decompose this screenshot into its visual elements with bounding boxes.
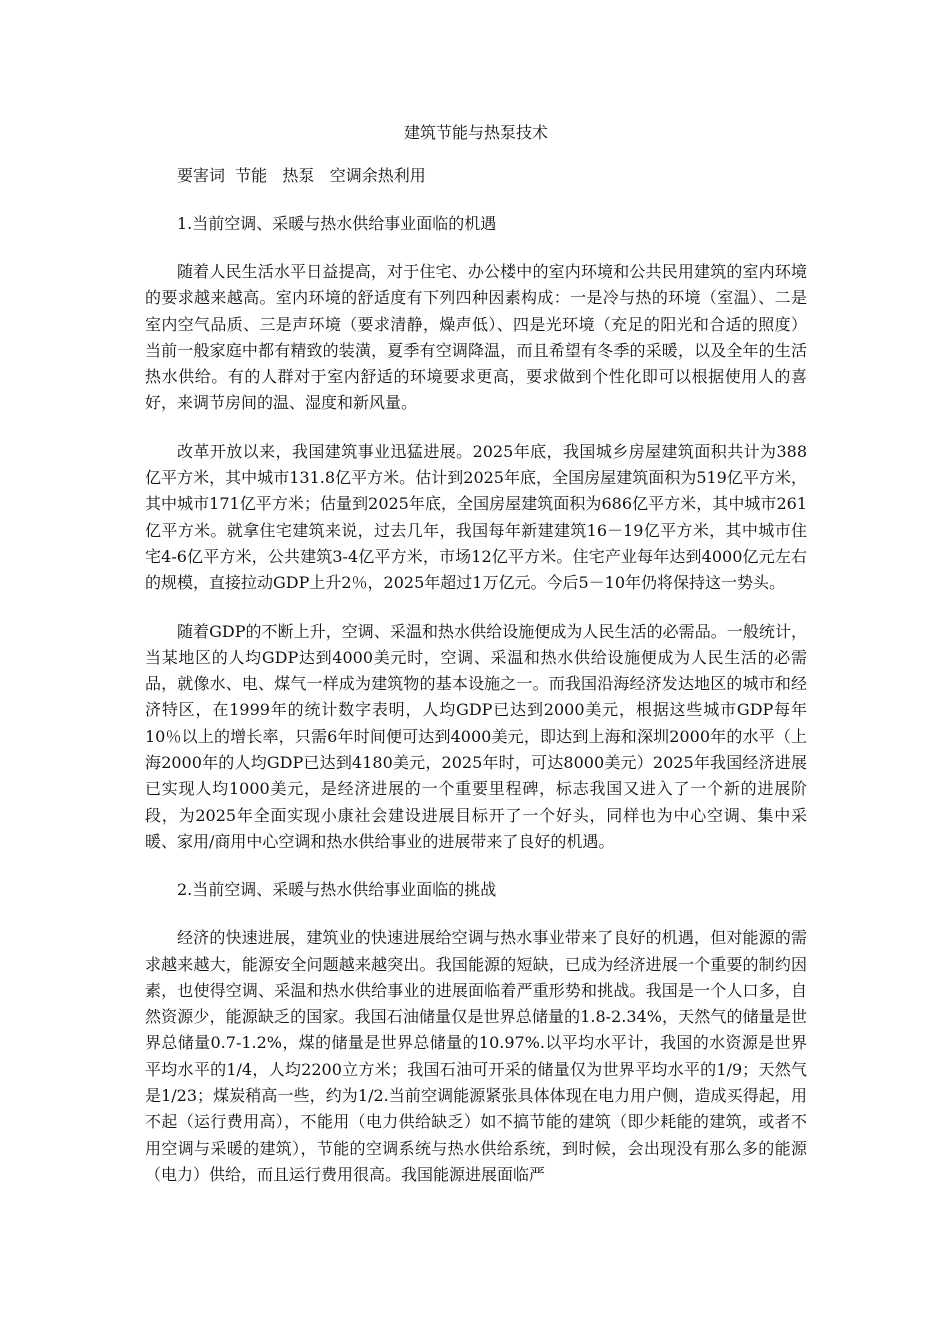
document-page bbox=[145, 120, 807, 1210]
section-2-heading: 2.当前空调、采暖与热水供给事业面临的挑战 bbox=[177, 880, 497, 900]
section-1-paragraph-3: 随着GDP的不断上升，空调、采温和热水供给设施便成为人民生活的必需品。一般统计，当某地区的人均GDP达到4000美元时，空调、采温和热水供给设施便成为人民生活的必需品，就像水、电、煤气一样成为建筑物的基本设施之一。而我国沿海经济发达地区的城市和经济特区，在1999年的统计数字表明，人均GDP已达到2000美元，根据这些城市GDP每年10％以上的增长率，只需6年时间便可达到4000美元，即达到上海和深圳2000年的水平（上海2000年的人均GDP已达到4180美元，2025年时，可达8000美元）2025年我国经济进展已实现人均1000美元，是经济进展的一个重要里程碑，标志我国又进入了一个新的进展阶段，为2025年全面实现小康社会建设进展目标开了一个好头，同样也为中心空调、集中采暖、家用/商用中心空调和热水供给事业的进展带来了良好的机遇。 bbox=[145, 621, 807, 851]
section-2-paragraph-1: 经济的快速进展，建筑业的快速进展给空调与热水事业带来了良好的机遇，但对能源的需求越来越大，能源安全问题越来越突出。我国能源的短缺，已成为经济进展一个重要的制约因素，也使得空调、采温和热水供给事业的进展面临着严重形势和挑战。我国是一个人口多，自然资源少，能源缺乏的国家。我国石油储量仅是世界总储量的1.8-2.34%，天然气的储量是世界总储量0.7-1.2%，煤的储量是世界总储量的10.97%.以平均水平计，我国的水资源是世界平均水平的1/4，人均2200立方米；我国石油可开采的储量仅为世界平均水平的1/9；天然气是1/23；煤炭稍高一些，约为1/2.当前空调能源紧张具体体现在电力用户侧，造成买得起，用不起（运行费用高），不能用（电力供给缺乏）如不搞节能的建筑（即少耗能的建筑，或者不用空调与采暖的建筑），节能的空调系统与热水供给系统，到时候，会出现没有那么多的能源（电力）供给，而且运行费用很高。我国能源进展面临严 bbox=[145, 928, 807, 1184]
keywords-line: 要害词 节能 热泵 空调余热利用 bbox=[177, 166, 426, 185]
section-1-paragraph-2: 改革开放以来，我国建筑事业迅猛进展。2025年底，我国城乡房屋建筑面积共计为388亿平方米，其中城市131.8亿平方米。估计到2025年底，全国房屋建筑面积为519亿平方米，其中城市171亿平方米；估量到2025年底，全国房屋建筑面积为686亿平方米，其中城市261亿平方米。就拿住宅建筑来说，过去几年，我国每年新建建筑16－19亿平方米，其中城市住宅4-6亿平方米，公共建筑3-4亿平方米，市场12亿平方米。住宅产业每年达到4000亿元左右的规模，直接拉动GDP上升2％，2025年超过1万亿元。今后5－10年仍将保持这一势头。 bbox=[145, 441, 807, 593]
section-1-heading: 1.当前空调、采暖与热水供给事业面临的机遇 bbox=[177, 214, 497, 233]
document-title: 建筑节能与热泵技术 bbox=[403, 123, 548, 142]
section-1-paragraph-1: 随着人民生活水平日益提高，对于住宅、办公楼中的室内环境和公共民用建筑的室内环境的要求越来越高。室内环境的舒适度有下列四种因素构成：一是冷与热的环境（室温）、二是室内空气品质、三是声环境（要求清静，燥声低）、四是光环境（充足的阳光和合适的照度）当前一般家庭中都有精致的装潢，夏季有空调降温，而且希望有冬季的采暖，以及全年的生活热水供给。有的人群对于室内舒适的环境要求更高，要求做到个性化即可以根据使用人的喜好，来调节房间的温、湿度和新风量。 bbox=[145, 262, 807, 413]
